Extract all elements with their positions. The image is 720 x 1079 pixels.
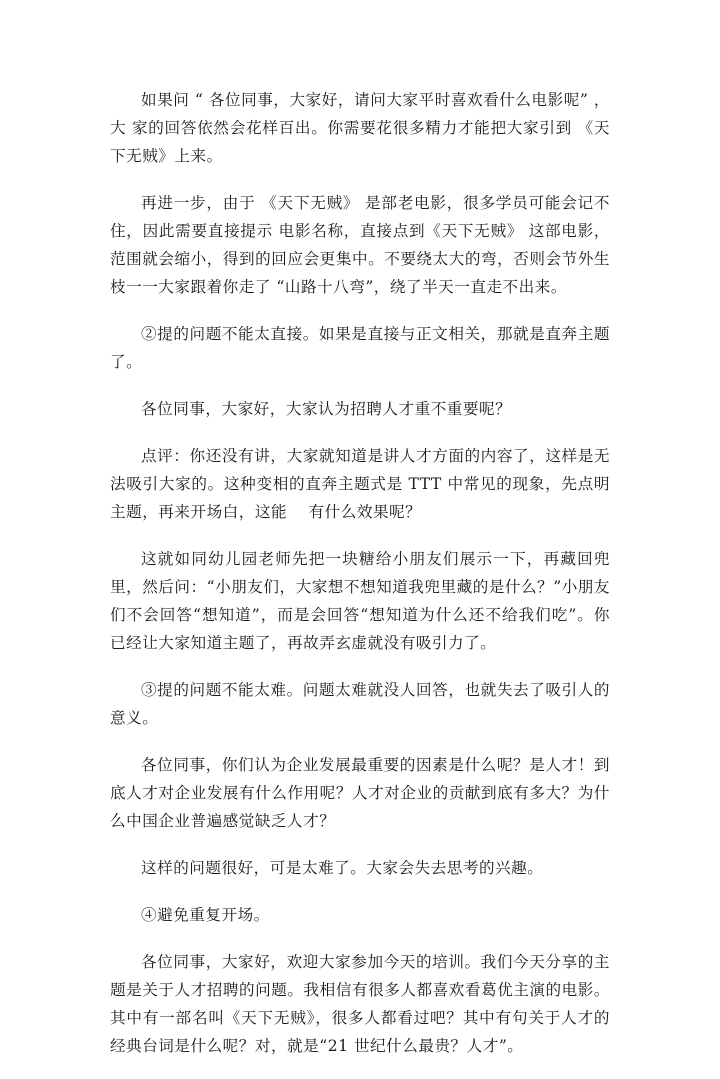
paragraph-point-2-heading: ②提的问题不能太直接。如果是直接与正文相关，那就是直奔主题了。 xyxy=(110,325,610,371)
paragraph-point-3-heading: ③提的问题不能太难。问题太难就没人回答，也就失去了吸引人的意义。 xyxy=(110,681,610,727)
paragraph-example-difficult: 各位同事，你们认为企业发展最重要的因素是什么呢？是人才！到底人才对企业发展有什么作用呢？人才对企业的贡献到底有多大？为什么中国企业普遍感觉缺乏人才？ xyxy=(110,756,610,830)
paragraph-comment: 点评：你还没有讲，大家就知道是讲人才方面的内容了，这样是无法吸引大家的。这种变相的直奔主题式是 TTT 中常见的现象，先点明主题，再来开场白，这能 有什么效果呢？ xyxy=(110,447,610,521)
paragraph-point-4-heading: ④避免重复开场。 xyxy=(141,906,270,924)
paragraph-difficult-comment: 这样的问题很好，可是太难了。大家会失去思考的兴趣。 xyxy=(141,859,544,877)
paragraph-further-step: 再进一步，由于 《天下无贼》 是部老电影，很多学员可能会记不住，因此需要直接提示 电影名称，直接点到《天下无贼》 这部电影，范围就会缩小，得到的回应会更集中。不要绕太大的弯，否则会节外生枝一一大家跟着你走了 “山路十八弯”，绕了半天一直走不出来。 xyxy=(110,194,610,296)
paragraph-question-example: 如果问 “ 各位同事，大家好，请问大家平时喜欢看什么电影呢” ，大 家的回答依然会花样百出。你需要花很多精力才能把大家引到 《天下无贼》上来。 xyxy=(110,91,610,165)
paragraph-example-repeat: 各位同事，大家好，欢迎大家参加今天的培训。我们今天分享的主题是关于人才招聘的问题。我相信有很多人都喜欢看葛优主演的电影。其中有一部名叫《天下无贼》，很多人都看过吧？其中有句关于人才的经典台词是什么呢？对，就是“21 世纪什么最贵？人才”。 xyxy=(110,953,610,1055)
paragraph-kindergarten-analogy: 这就如同幼儿园老师先把一块糖给小朋友们展示一下，再藏回兜里，然后问：“小朋友们，大家想不想知道我兜里藏的是什么？”小朋友们不会回答“想知道”，而是会回答“想知道为什么还不给我们吃”。你已经让大家知道主题了，再故弄玄虚就没有吸引力了。 xyxy=(110,550,610,652)
paragraph-example-direct: 各位同事，大家好，大家认为招聘人才重不重要呢？ xyxy=(141,400,512,418)
document-body xyxy=(110,86,610,1079)
